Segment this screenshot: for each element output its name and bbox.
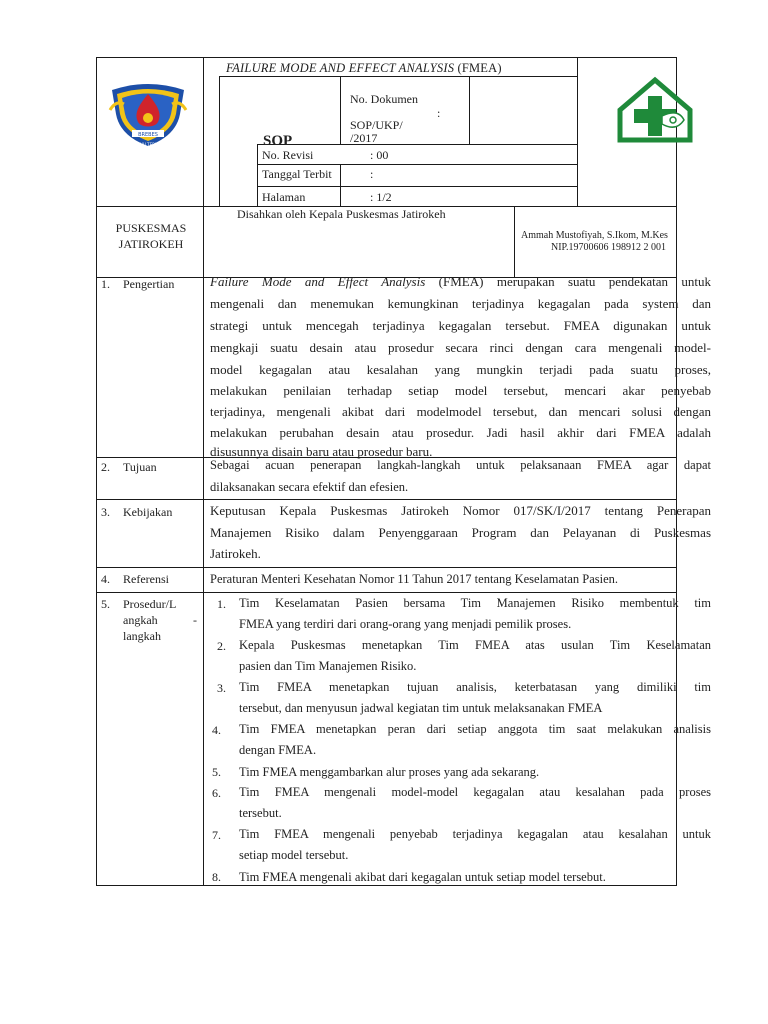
step-1-line-2: FMEA yang terdiri dari orang-orang yang menjadi pemilik proses. [239,617,572,631]
step-5-line-1: Tim FMEA menggambarkan alur proses yang ada sekarang. [239,765,540,779]
section-label-kebijakan: Kebijakan [123,505,173,519]
title-underline [219,76,577,77]
section-number-2: 2. [101,460,110,474]
left-logo-motto: MAJU TERUS [135,142,161,147]
step-1-line-1: Tim Keselamatan Pasien bersama Tim Manajemen Risiko membentuk tim [239,596,711,610]
doc-no-divider [340,76,341,144]
step-3-line-1: Tim FMEA menetapkan tujuan analisis, keterbatasan yang dimiliki tim [239,680,711,694]
prosedur-label-line-3: langkah [123,629,161,643]
pengertian-line-7: terjadinya, mengenali akibat dari modelmodel tersebut, dan mencari solusi dengan [210,404,711,419]
page-label: Halaman [262,190,306,204]
pengertian-line-4: mengkaji suatu desain atau prosedur secara rinci dengan cara mengenali model- [210,340,711,355]
issue-date-value: : [370,167,374,181]
pengertian-line-2: mengenali dan menemukan kemungkinan terjadinya kegagalan pada system dan [210,296,711,311]
approval-signer-divider [514,206,515,277]
table-border-top [96,57,677,58]
meta-left [257,144,258,206]
section-number-4: 4. [101,572,110,586]
revision-value: : 00 [370,148,389,162]
issue-date-label: Tanggal Terbit [262,167,332,181]
tujuan-line-2: dilaksanakan secara efektif dan efesien. [210,480,409,494]
inner-box-left [219,76,220,206]
tujuan-line-1: Sebagai acuan penerapan langkah-langkah untuk pelaksanaan FMEA agar dapat [210,458,711,472]
step-number-3: 3. [217,681,226,695]
step-7-line-2: setiap model tersebut. [239,848,349,862]
pengertian-italic-lead: Failure Mode and Effect Analysis [210,274,426,289]
left-logo-text: BREBES [138,132,158,138]
step-6-line-1: Tim FMEA mengenali model-model kegagalan atau kesalahan pada proses [239,785,711,799]
sop-label: SOP [263,133,293,149]
referensi-line-1: Peraturan Menteri Kesehatan Nomor 11 Tahun 2017 tentang Keselamatan Pasien. [210,572,619,586]
puskesmas-logo [614,76,696,144]
content-column-divider [203,206,204,886]
pengertian-line-9: disusunnya disain baru atau prosedur baru. [210,444,433,459]
revision-label: No. Revisi [262,148,314,162]
kebijakan-line-3: Jatirokeh. [210,546,261,561]
header-divider-right [577,57,578,206]
section-label-pengertian: Pengertian [123,277,175,291]
step-number-7: 7. [212,828,221,842]
doc-no-value: SOP/UKP/ /2017 [350,118,403,145]
pengertian-line-8: melakukan perubahan desain atau prosedur. Jadi hasil akhir dari FMEA adalah [210,425,711,440]
prosedur-label-dash: - [193,613,197,627]
section-number-3: 3. [101,505,110,519]
doc-no-label: No. Dokumen [350,92,418,106]
step-7-line-1: Tim FMEA mengenali penyebab terjadinya kegagalan atau kesalahan untuk [239,827,711,841]
pengertian-line-6: melakukan penilaian terhadap setiap model tersebut, mencari akar penyebab [210,383,711,398]
org-name: PUSKESMAS JATIROKEH [115,221,187,251]
step-4-line-1: Tim FMEA menetapkan peran dari setiap anggota tim saat melakukan analisis [239,722,711,736]
title-italic: FAILURE MODE AND EFFECT ANALYSIS [226,61,455,75]
approval-text: Disahkan oleh Kepala Puskesmas Jatirokeh [237,207,446,221]
step-2-line-1: Kepala Puskesmas menetapkan Tim FMEA atas usulan Tim Keselamatan [239,638,711,652]
prosedur-label-line-1: Prosedur/L [123,597,177,611]
document-title [226,61,502,75]
meta-line-1 [257,144,577,145]
step-number-4: 4. [212,723,221,737]
table-border-bottom [96,885,677,886]
doc-no-colon: : [437,106,441,120]
header-divider-left [203,57,204,206]
row-separator-3 [96,567,677,568]
section-label-referensi: Referensi [123,572,169,586]
section-number-5: 5. [101,597,110,611]
step-number-1: 1. [217,597,226,611]
kebijakan-line-1: Keputusan Kepala Puskesmas Jatirokeh Nomor 017/SK/I/2017 tentang Penerapan [210,503,711,518]
step-number-5: 5. [212,765,221,779]
step-3-line-2: tersebut, dan menyusun jadwal kegiatan tim untuk melaksanakan FMEA [239,701,603,715]
brebes-logo [104,80,192,150]
section-number-1: 1. [101,277,110,291]
section-label-tujuan: Tujuan [123,460,157,474]
meta-line-2 [257,164,577,165]
kebijakan-line-2: Manajemen Risiko dalam Penyenggaraan Program dan Pelayanan di Puskesmas [210,525,711,540]
pengertian-line-1 [210,271,711,292]
table-border-left [96,57,97,886]
page-value: : 1/2 [370,190,392,204]
step-number-2: 2. [217,639,226,653]
step-2-line-2: pasien dan Tim Manajemen Risiko. [239,659,417,673]
meta-value-divider [340,164,341,206]
signer-nip: NIP.19700606 198912 2 001 [551,242,667,253]
step-6-line-2: tersebut. [239,806,282,820]
doc-no-right [469,76,470,144]
signer-name: Ammah Mustofiyah, S.Ikom, M.Kes [521,230,668,241]
prosedur-label-line-2: angkah [123,613,158,627]
step-4-line-2: dengan FMEA. [239,743,317,757]
step-number-6: 6. [212,786,221,800]
step-number-8: 8. [212,870,221,884]
pengertian-line-1-text: (FMEA) merupakan suatu pendekatan untuk [425,274,711,289]
pengertian-line-5: model kegagalan atau kesalahan yang mungkin terjadi pada suatu proses, [210,362,711,377]
title-rest: (FMEA) [454,61,502,75]
pengertian-line-3: strategi untuk mencegah terjadinya kegagalan tersebut. FMEA digunakan untuk [210,318,711,333]
step-8-line-1: Tim FMEA mengenali akibat dari kegagalan untuk setiap model tersebut. [239,870,606,884]
meta-line-3 [257,186,577,187]
